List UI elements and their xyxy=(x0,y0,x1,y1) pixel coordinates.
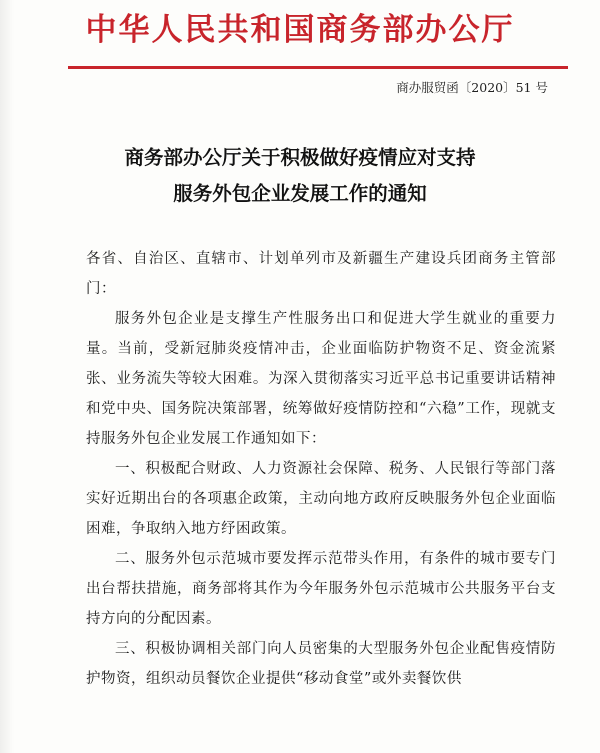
letterhead-red-rule xyxy=(68,66,568,69)
scan-edge-shadow xyxy=(0,0,14,753)
letterhead-org-name: 中华人民共和国商务部办公厅 xyxy=(85,12,515,48)
document-title xyxy=(0,140,600,212)
body-paragraph-item-3: 三、积极协调相关部门向人员密集的大型服务外包企业配售疫情防护物资，组织动员餐饮企业提供“移动食堂”或外卖餐饮供 xyxy=(86,641,556,687)
document-title-line-2: 服务外包企业发展工作的通知 xyxy=(173,182,427,205)
body-paragraph-item-1: 一、积极配合财政、人力资源社会保障、税务、人民银行等部门落实好近期出台的各项惠企政策，主动向地方政府反映服务外包企业面临困难，争取纳入地方纾困政策。 xyxy=(86,461,556,537)
document-number: 商办服贸函〔2020〕51 号 xyxy=(396,80,548,95)
body-paragraph-item-2: 二、服务外包示范城市要发挥示范带头作用，有条件的城市要专门出台帮扶措施，商务部将其作为今年服务外包示范城市公共服务平台支持方向的分配因素。 xyxy=(86,551,556,627)
document-title-line-1: 商务部办公厅关于积极做好疫情应对支持 xyxy=(124,146,476,169)
addressee-line: 各省、自治区、直辖市、计划单列市及新疆生产建设兵团商务主管部门： xyxy=(86,251,556,297)
document-body xyxy=(86,244,556,694)
body-paragraph-intro: 服务外包企业是支撑生产性服务出口和促进大学生就业的重要力量。当前，受新冠肺炎疫情冲击，企业面临防护物资不足、资金流紧张、业务流失等较大困难。为深入贯彻落实习近平总书记重要讲话精神和党中央、国务院决策部署，统筹做好疫情防控和“六稳”工作，现就支持服务外包企业发展工作通知如下： xyxy=(86,311,556,447)
